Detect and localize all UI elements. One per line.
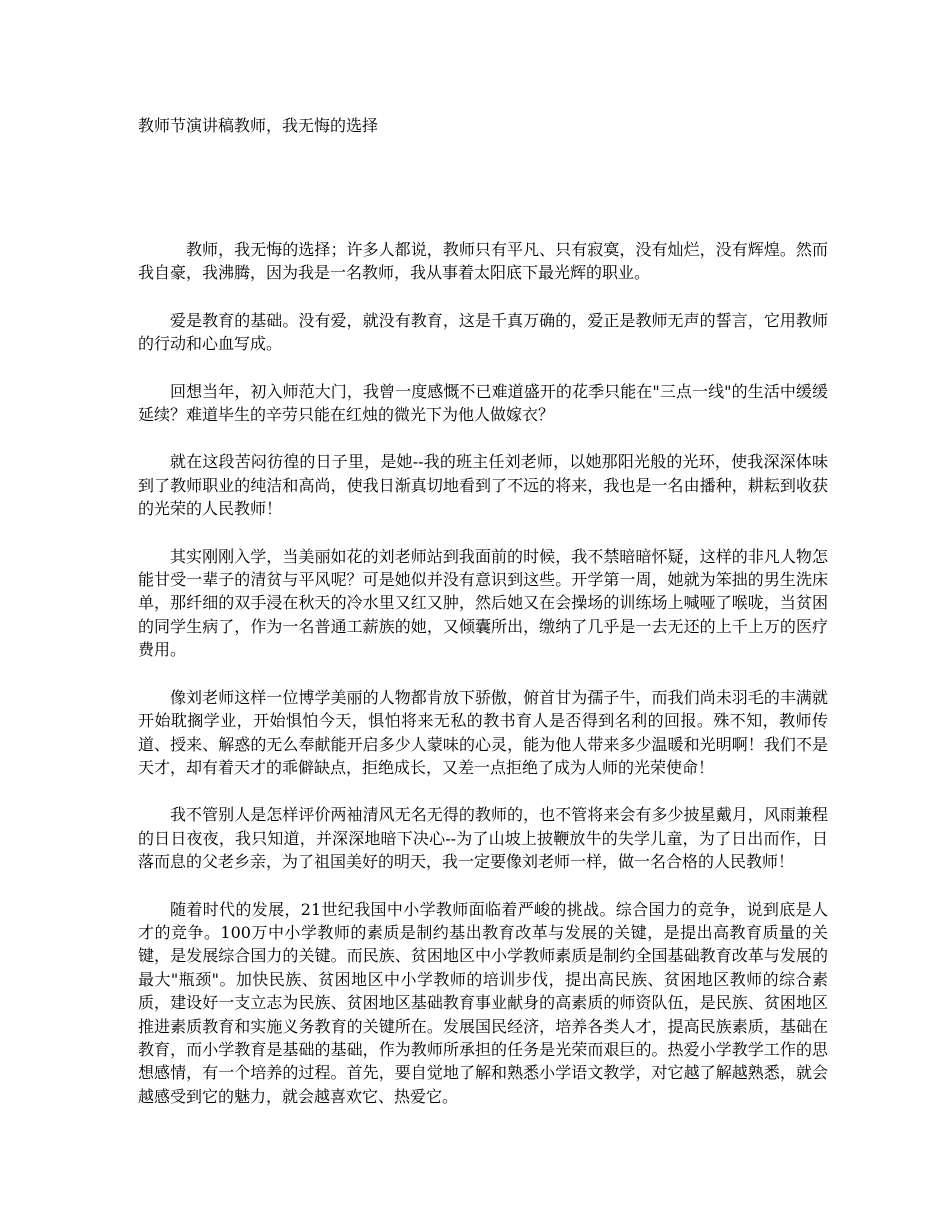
document-title: 教师节演讲稿教师，我无悔的选择 [138, 116, 379, 135]
paragraph: 爱是教育的基础。没有爱，就没有教育，这是千真万确的，爱正是教师无声的誓言，它用教师的行动和心血写成。 [138, 310, 828, 354]
paragraph: 像刘老师这样一位博学美丽的人物都肯放下骄傲，俯首甘为孺子牛，而我们尚未羽毛的丰满就开始耽搁学业，开始惧怕今天，惧怕将来无私的教书育人是否得到名利的回报。殊不知，教师传道、授来、解惑的无么奉献能开启多少人蒙味的心灵，能为他人带来多少温暖和光明啊！我们不是天才，却有着天才的乖僻缺点，拒绝成长，又差一点拒绝了成为人师的光荣使命！ [138, 687, 828, 777]
document-body [138, 238, 828, 1132]
paragraph: 其实刚刚入学，当美丽如花的刘老师站到我面前的时候，我不禁暗暗怀疑，这样的非凡人物怎能甘受一辈子的清贫与平风呢？可是她似并没有意识到这些。开学第一周，她就为笨拙的男生洗床单，那纤细的双手浸在秋天的冷水里又红又肿，然后她又在会操场的训练场上喊哑了喉咙，当贫困的同学生病了，作为一名普通工薪族的她，又倾囊所出，缴纳了几乎是一去无还的上千上万的医疗费用。 [138, 546, 828, 660]
paragraph: 就在这段苦闷彷徨的日子里，是她--我的班主任刘老师，以她那阳光般的光环，使我深深体味到了教师职业的纯洁和高尚，使我日渐真切地看到了不远的将来，我也是一名由播种，耕耘到收获的光荣的人民教师！ [138, 452, 828, 519]
paragraph: 回想当年，初入师范大门，我曾一度感慨不已难道盛开的花季只能在"三点一线"的生活中缓缓延续？难道毕生的辛劳只能在红烛的微光下为他人做嫁衣？ [138, 381, 828, 425]
paragraph: 教师，我无悔的选择；许多人都说，教师只有平凡、只有寂寞，没有灿烂，没有辉煌。然而我自豪，我沸腾，因为我是一名教师，我从事着太阳底下最光辉的职业。 [138, 240, 828, 283]
paragraph: 随着时代的发展，21世纪我国中小学教师面临着严峻的挑战。综合国力的竞争，说到底是人才的竞争。100万中小学教师的素质是制约基出教育改革与发展的关键，是提出高教育质量的关键，是发展综合国力的关键。而民族、贫困地区中小学教师素质是制约全国基础教育改革与发展的最大"瓶颈"。加快民族、贫困地区中小学教师的培训步伐，提出高民族、贫困地区教师的综合素质，建设好一支立志为民族、贫困地区基础教育事业献身的高素质的师资队伍，是民族、贫困地区推进素质教育和实施义务教育的关键所在。发展国民经济，培养各类人才，提高民族素质，基础在教育，而小学教育是基础的基础，作为教师所承担的任务是光荣而艰巨的。热爱小学教学工作的思想感情，有一个培养的过程。首先，要自觉地了解和熟悉小学语文教学，对它越了解越熟悉，就会越感受到它的魅力，就会越喜欢它、热爱它。 [138, 899, 828, 1106]
paragraph: 我不管别人是怎样评价两袖清风无名无得的教师的，也不管将来会有多少披星戴月，风雨兼程的日日夜夜，我只知道，并深深地暗下决心--为了山坡上披鞭放牛的失学儿童，为了日出而作，日落而息的父老乡亲，为了祖国美好的明天，我一定要像刘老师一样，做一名合格的人民教师！ [138, 805, 828, 872]
